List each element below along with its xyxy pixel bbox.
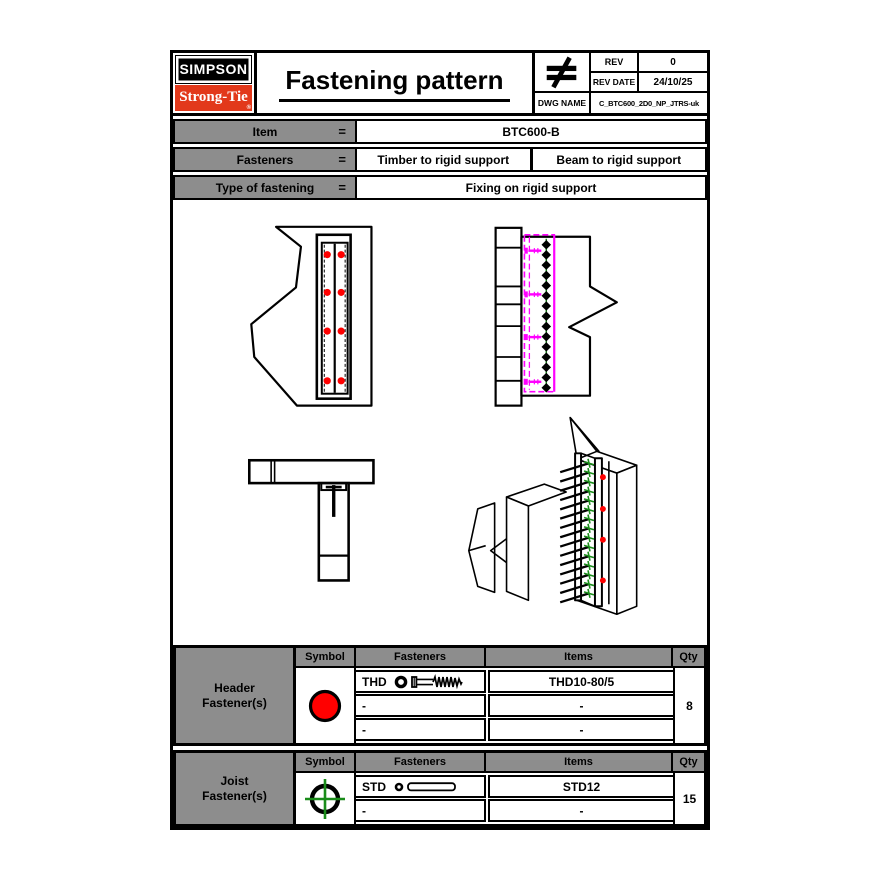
item-name: THD10-80/5 <box>488 670 673 693</box>
item-label: Item <box>252 124 278 139</box>
simpson-strongtie-logo <box>173 53 257 113</box>
info-row-fasteners <box>173 147 707 172</box>
rev-date-value: 24/10/25 <box>639 73 707 93</box>
red-circle-symbol <box>296 668 356 743</box>
revision-block <box>535 53 707 113</box>
col-header-symbol: Symbol <box>296 648 356 666</box>
drawing-sheet <box>170 50 710 830</box>
side-view-drawing <box>496 228 707 406</box>
fasteners-value-timber: Timber to rigid support <box>377 152 510 167</box>
item-name: - <box>488 718 673 741</box>
green-crosshair-symbol <box>296 773 356 824</box>
item-name: STD12 <box>488 775 673 798</box>
col-header-items: Items <box>486 648 673 666</box>
sheet-title-cell <box>257 53 535 113</box>
rev-label: REV <box>591 53 639 73</box>
fasteners-value-beam: Beam to rigid support <box>530 149 706 170</box>
col-header-fasteners: Fasteners <box>356 648 486 666</box>
dwg-name-label: DWG NAME <box>535 93 591 113</box>
col-header-fasteners: Fasteners <box>356 753 486 771</box>
fasteners-label: Fasteners <box>236 152 294 167</box>
info-row-item <box>173 119 707 144</box>
header-fastener-qty: 8 <box>673 668 704 743</box>
col-header-items: Items <box>486 753 673 771</box>
table-row <box>356 718 673 741</box>
info-row-type <box>173 175 707 200</box>
isometric-view-drawing <box>469 418 637 615</box>
joist-fastener-table <box>173 750 707 827</box>
equals-sign: = <box>338 152 346 167</box>
title-block <box>173 53 707 116</box>
table-row <box>356 670 673 693</box>
item-name: - <box>488 799 673 822</box>
registered-mark: ® <box>246 105 251 111</box>
not-equal-icon <box>535 53 591 93</box>
type-of-fastening-value: Fixing on rigid support <box>465 180 597 195</box>
fastener-code: - <box>362 698 366 713</box>
equals-sign: = <box>338 124 346 139</box>
logo-strongtie: Strong-Tie ® <box>175 85 252 112</box>
item-name: - <box>488 694 673 717</box>
table-row <box>356 694 673 717</box>
front-view-drawing <box>251 227 371 406</box>
dwg-name-value: C_BTC600_2D0_NP_JTRS-uk <box>598 98 700 108</box>
joist-fastener-row-label: Joist Fastener(s) <box>176 753 296 824</box>
rev-value: 0 <box>639 53 707 73</box>
top-view-drawing <box>249 460 373 580</box>
info-table <box>173 116 707 203</box>
item-value: BTC600-B <box>502 124 560 139</box>
header-fastener-row-label: Header Fastener(s) <box>176 648 296 743</box>
type-of-fastening-label: Type of fastening <box>215 180 315 195</box>
logo-simpson: SIMPSON <box>175 55 252 84</box>
table-row <box>356 775 673 798</box>
thd-screw-icon <box>393 674 467 690</box>
col-header-qty: Qty <box>673 753 704 771</box>
fastening-pattern-drawing <box>173 203 707 645</box>
fastener-code: THD <box>362 674 387 689</box>
table-row <box>356 799 673 822</box>
header-fastener-table <box>173 645 707 746</box>
col-header-symbol: Symbol <box>296 753 356 771</box>
fastener-code: - <box>362 803 366 818</box>
fastener-code: STD <box>362 779 386 794</box>
fastener-code: - <box>362 722 366 737</box>
joist-fastener-qty: 15 <box>673 773 704 824</box>
col-header-qty: Qty <box>673 648 704 666</box>
rev-date-label: REV DATE <box>591 73 639 93</box>
std-dowel-icon <box>392 780 460 794</box>
equals-sign: = <box>338 180 346 195</box>
drawing-area <box>173 203 707 645</box>
page-title: Fastening pattern <box>279 65 509 102</box>
